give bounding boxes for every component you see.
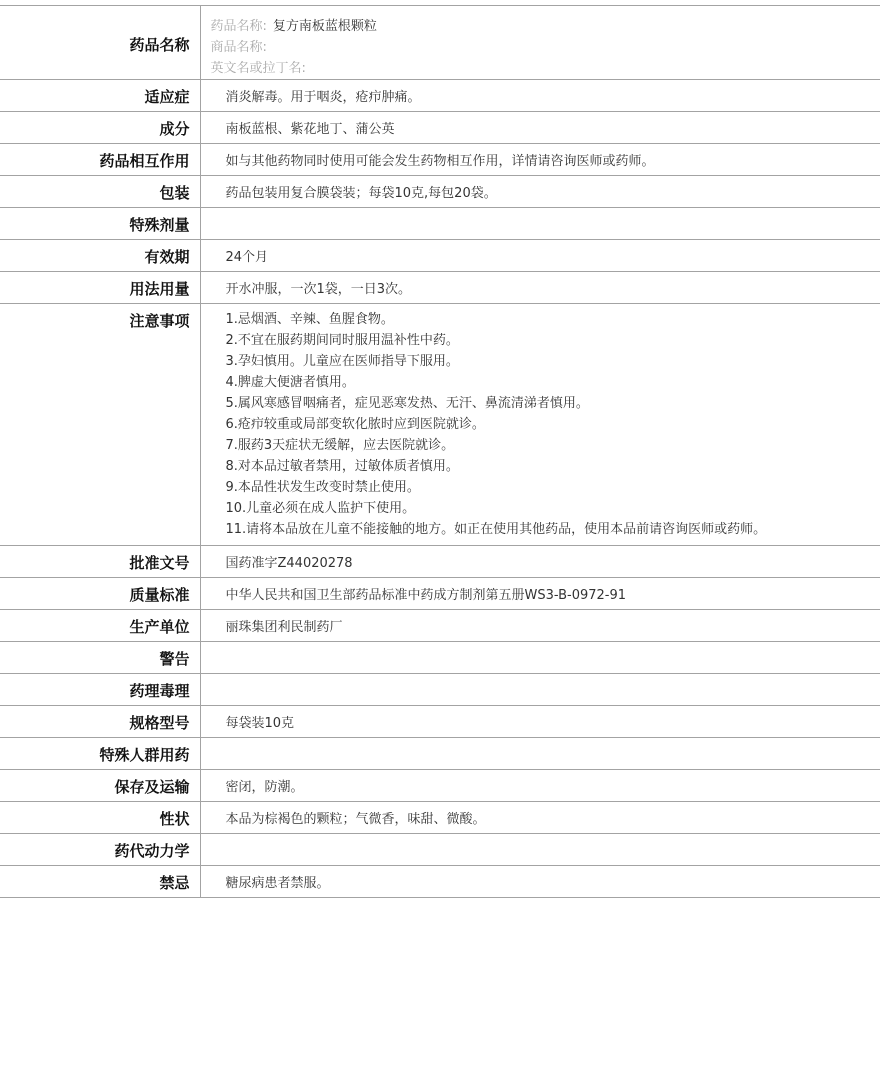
list-item: 5.属风寒感冒咽痛者，症见恶寒发热、无汗、鼻流清涕者慎用。: [225, 396, 589, 411]
row-label: 质量标准: [0, 578, 200, 610]
row-value: 密闭，防潮。: [200, 770, 880, 802]
field-key: 英文名或拉丁名:: [210, 61, 306, 76]
latin-name-line: [211, 58, 880, 79]
row-label: 药品相互作用: [0, 144, 200, 176]
row-label: 注意事项: [0, 304, 200, 546]
row-value: 丽珠集团利民制药厂: [200, 610, 880, 642]
table-row: [0, 578, 880, 610]
list-item: 7.服药3天症状无缓解，应去医院就诊。: [225, 438, 455, 453]
precautions-row: [0, 304, 880, 546]
table-row: [0, 834, 880, 866]
row-label: 警告: [0, 642, 200, 674]
row-label: 规格型号: [0, 706, 200, 738]
row-label: 生产单位: [0, 610, 200, 642]
table-row: [0, 80, 880, 112]
table-row: [0, 144, 880, 176]
row-value: 药品包装用复合膜袋装；每袋10克,每包20袋。: [200, 176, 880, 208]
row-value: 如与其他药物同时使用可能会发生药物相互作用，详情请咨询医师或药师。: [200, 144, 880, 176]
row-value: 每袋装10克: [200, 706, 880, 738]
row-value: 国药准字Z44020278: [200, 546, 880, 578]
row-value: 糖尿病患者禁服。: [200, 866, 880, 898]
generic-name-line: [211, 16, 880, 37]
row-label: 性状: [0, 802, 200, 834]
table-row: [0, 866, 880, 898]
row-value: 消炎解毒。用于咽炎，疮疖肿痛。: [200, 80, 880, 112]
table-row: [0, 272, 880, 304]
row-label: 药代动力学: [0, 834, 200, 866]
table-row: [0, 802, 880, 834]
table-row: [0, 770, 880, 802]
row-value: 本品为棕褐色的颗粒；气微香，味甜、微酸。: [200, 802, 880, 834]
row-value: [200, 674, 880, 706]
list-item: 6.疮疖较重或局部变软化脓时应到医院就诊。: [225, 417, 485, 432]
row-value: 南板蓝根、紫花地丁、蒲公英: [200, 112, 880, 144]
list-item: 2.不宜在服药期间同时服用温补性中药。: [225, 333, 459, 348]
drug-name-block: [200, 6, 880, 80]
list-item: 10.儿童必须在成人监护下使用。: [225, 501, 416, 516]
table-row: [0, 208, 880, 240]
row-label: 批准文号: [0, 546, 200, 578]
row-label: 药理毒理: [0, 674, 200, 706]
drug-info-table: [0, 5, 880, 898]
table-row: [0, 176, 880, 208]
table-row: [0, 610, 880, 642]
row-value: [200, 834, 880, 866]
list-item: 1.忌烟酒、辛辣、鱼腥食物。: [225, 312, 394, 327]
field-value: 复方南板蓝根颗粒: [272, 19, 377, 34]
row-value: [200, 642, 880, 674]
list-item: 9.本品性状发生改变时禁止使用。: [225, 480, 420, 495]
row-label: 包装: [0, 176, 200, 208]
row-value: [200, 738, 880, 770]
trade-name-line: [211, 37, 880, 58]
drug-name-row: [0, 6, 880, 80]
row-label: 成分: [0, 112, 200, 144]
row-label: 药品名称: [0, 6, 200, 80]
row-label: 适应症: [0, 80, 200, 112]
list-item: 8.对本品过敏者禁用，过敏体质者慎用。: [225, 459, 459, 474]
row-value: 24个月: [200, 240, 880, 272]
row-label: 有效期: [0, 240, 200, 272]
table-row: [0, 674, 880, 706]
list-item: 11.请将本品放在儿童不能接触的地方。如正在使用其他药品，使用本品前请咨询医师或药师。: [225, 522, 767, 537]
table-row: [0, 642, 880, 674]
row-value: 开水冲服，一次1袋，一日3次。: [200, 272, 880, 304]
row-label: 禁忌: [0, 866, 200, 898]
list-item: 3.孕妇慎用。儿童应在医师指导下服用。: [225, 354, 459, 369]
field-key: 药品名称:: [210, 19, 267, 34]
table-row: [0, 706, 880, 738]
table-row: [0, 738, 880, 770]
table-row: [0, 240, 880, 272]
table-row: [0, 546, 880, 578]
table-row: [0, 112, 880, 144]
row-label: 特殊剂量: [0, 208, 200, 240]
row-value: [200, 208, 880, 240]
row-value: 中华人民共和国卫生部药品标准中药成方制剂第五册WS3-B-0972-91: [200, 578, 880, 610]
row-label: 用法用量: [0, 272, 200, 304]
row-label: 保存及运输: [0, 770, 200, 802]
row-label: 特殊人群用药: [0, 738, 200, 770]
precautions-list: [200, 304, 880, 546]
field-key: 商品名称:: [210, 40, 267, 55]
list-item: 4.脾虚大便溏者慎用。: [225, 375, 355, 390]
